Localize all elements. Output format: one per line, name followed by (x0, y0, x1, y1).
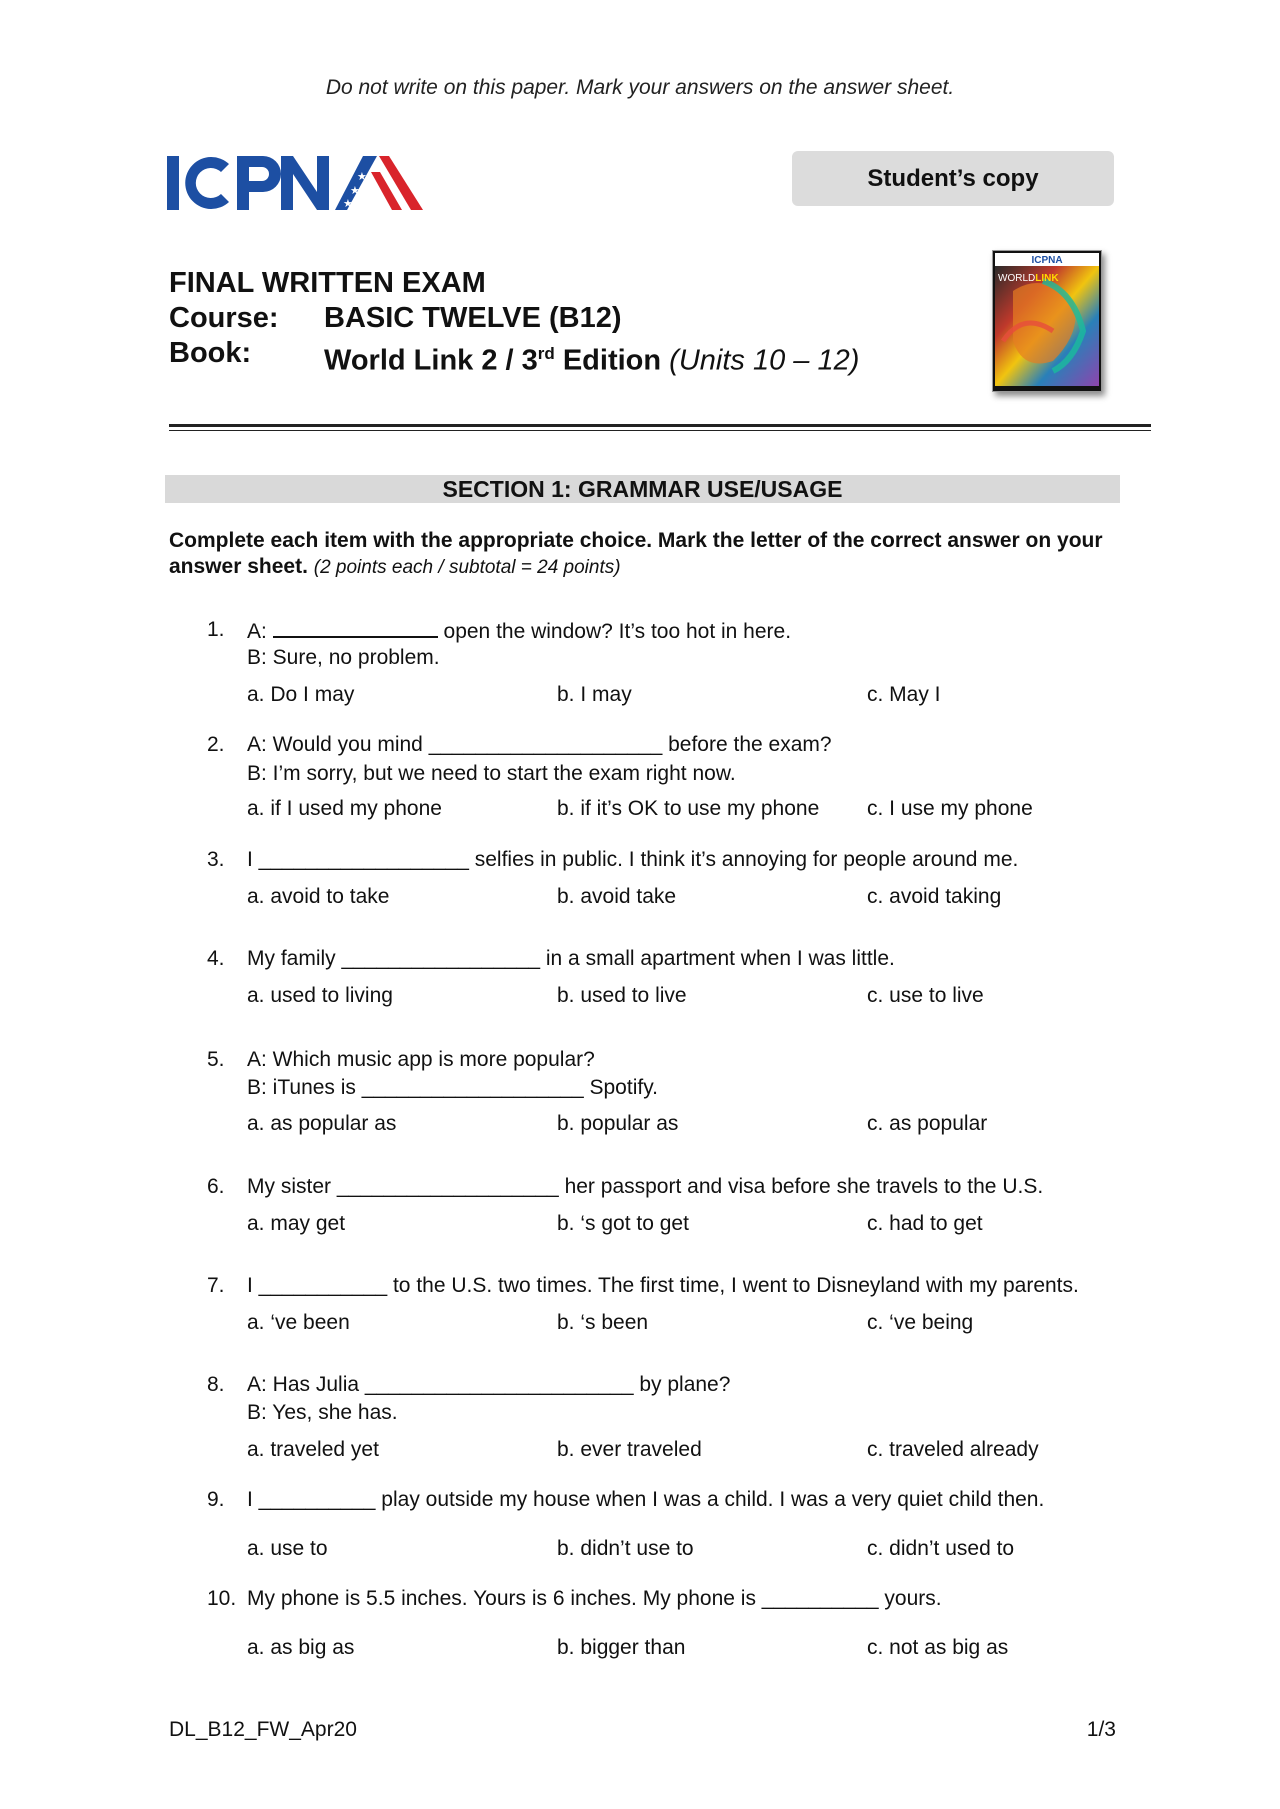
option-c: c. avoid taking (867, 885, 1002, 908)
document-code: DL_B12_FW_Apr20 (169, 1718, 357, 1741)
course-label: Course: (169, 302, 279, 334)
question-number: 1. (207, 618, 225, 641)
instructions (169, 528, 1119, 581)
question-number: 3. (207, 848, 225, 871)
option-b: b. avoid take (557, 885, 677, 908)
option-c: c. May I (867, 683, 941, 706)
cover-publisher: ICPNA (1031, 255, 1063, 266)
svg-text:WORLDLINK: WORLDLINK (998, 273, 1059, 284)
exam-header (169, 266, 859, 379)
option-b: b. used to live (557, 984, 687, 1007)
question-number: 5. (207, 1048, 225, 1071)
option-c: c. as popular (867, 1112, 988, 1135)
option-a: a. ‘ve been (247, 1311, 350, 1334)
question-number: 6. (207, 1175, 225, 1198)
option-b: b. bigger than (557, 1636, 686, 1659)
book-value: World Link 2 / 3rd Edition (Units 10 – 12) (324, 344, 860, 377)
exam-notice: Do not write on this paper. Mark your answers on the answer sheet. (325, 76, 955, 99)
question-text: I __________ play outside my house when I was a child. I was a very quiet child then. (247, 1488, 1045, 1511)
option-a: a. if I used my phone (247, 797, 442, 820)
instructions-note: (2 points each / subtotal = 24 points) (313, 557, 621, 578)
option-c: c. didn’t used to (867, 1537, 1015, 1560)
question-text: My sister ___________________ her passport and visa before she travels to the U.S. (247, 1175, 1044, 1198)
option-c: c. I use my phone (867, 797, 1033, 820)
option-b: b. I may (557, 683, 632, 706)
option-c: c. had to get (867, 1212, 983, 1235)
question-number: 7. (207, 1274, 225, 1297)
question-text-b: B: iTunes is ___________________ Spotify. (247, 1076, 658, 1099)
option-a: a. traveled yet (247, 1438, 379, 1461)
question-text-b: B: I’m sorry, but we need to start the exam right now. (247, 762, 736, 785)
question-text: A: Would you mind ____________________ before the exam? (247, 733, 832, 756)
question-number: 2. (207, 733, 225, 756)
question-number: 9. (207, 1488, 225, 1511)
question-text: A: Has Julia _______________________ by plane? (247, 1373, 731, 1396)
question-number: 8. (207, 1373, 225, 1396)
section-title: SECTION 1: GRAMMAR USE/USAGE (165, 475, 1120, 503)
option-b: b. ever traveled (557, 1438, 702, 1461)
header-rule-thick (169, 424, 1151, 427)
course-value: BASIC TWELVE (B12) (324, 302, 622, 334)
option-a: a. use to (247, 1537, 328, 1560)
page-number: 1/3 (1086, 1718, 1116, 1741)
answer-blank (273, 618, 438, 638)
option-a: a. Do I may (247, 683, 355, 706)
book-label: Book: (169, 337, 252, 369)
question-text: I ___________ to the U.S. two times. The first time, I went to Disneyland with my parents. (247, 1274, 1079, 1297)
question-text: A: Which music app is more popular? (247, 1048, 595, 1071)
question-text-b: B: Yes, she has. (247, 1401, 398, 1424)
instructions-main: Complete each item with the appropriate choice. Mark the letter of the correct answer on your answer sheet. (169, 529, 1103, 578)
book-cover-image (992, 250, 1102, 392)
icpna-logo (167, 150, 425, 216)
question-number: 4. (207, 947, 225, 970)
svg-text:★: ★ (350, 184, 360, 197)
option-a: a. as popular as (247, 1112, 397, 1135)
option-b: b. if it’s OK to use my phone (557, 797, 820, 820)
option-b: b. ‘s got to get (557, 1212, 689, 1235)
option-a: a. used to living (247, 984, 393, 1007)
option-b: b. popular as (557, 1112, 679, 1135)
option-c: c. traveled already (867, 1438, 1039, 1461)
option-a: a. may get (247, 1212, 346, 1235)
exam-title: FINAL WRITTEN EXAM (169, 267, 486, 299)
option-a: a. avoid to take (247, 885, 390, 908)
option-c: c. ‘ve being (867, 1311, 974, 1334)
question-text: My phone is 5.5 inches. Yours is 6 inches. My phone is __________ yours. (247, 1587, 942, 1610)
option-b: b. ‘s been (557, 1311, 649, 1334)
question-text: A: open the window? It’s too hot in here. (247, 620, 792, 643)
header-rule-thin (169, 430, 1151, 431)
question-text-b: B: Sure, no problem. (247, 646, 440, 669)
option-c: c. use to live (867, 984, 984, 1007)
svg-text:★: ★ (357, 170, 367, 183)
question-text: I __________________ selfies in public. I think it’s annoying for people around me. (247, 848, 1019, 871)
option-c: c. not as big as (867, 1636, 1009, 1659)
svg-text:★: ★ (343, 197, 353, 210)
students-copy-badge: Student’s copy (792, 151, 1114, 206)
question-text: My family _________________ in a small apartment when I was little. (247, 947, 895, 970)
question-number: 10. (207, 1587, 237, 1610)
option-a: a. as big as (247, 1636, 355, 1659)
option-b: b. didn’t use to (557, 1537, 694, 1560)
